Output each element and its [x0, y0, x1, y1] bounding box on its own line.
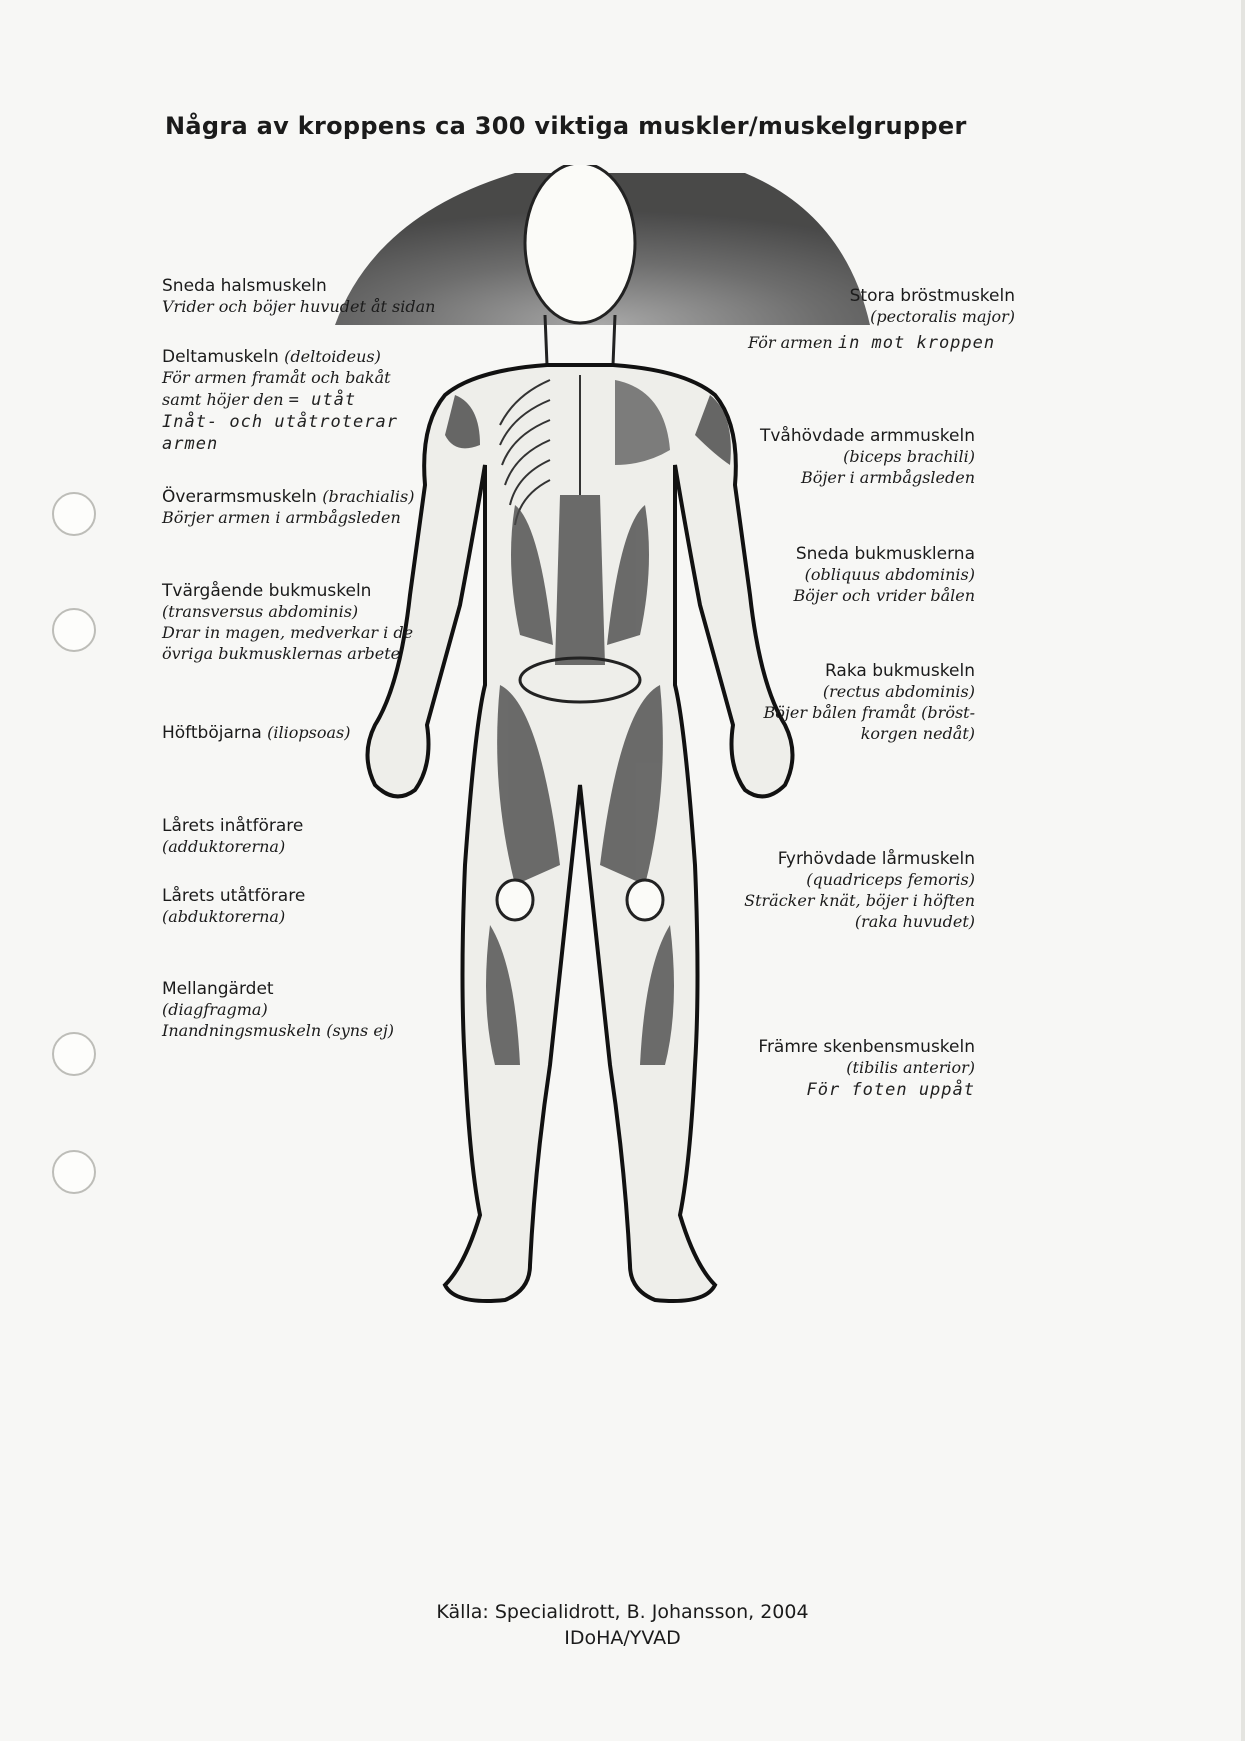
handwritten-note: Inåt- och utåtroterar	[162, 411, 398, 432]
muscle-description: (obliquus abdominis)	[804, 565, 975, 585]
latin-name: (iliopsoas)	[267, 723, 351, 742]
anatomy-figure	[315, 165, 875, 1455]
muscle-name: Lårets inåtförare	[162, 816, 304, 836]
label-stora-brostmuskeln-function	[748, 332, 995, 354]
muscle-description: samt höjer den	[162, 389, 284, 409]
source-citation	[0, 1600, 1245, 1651]
muscle-description: (biceps brachili)	[843, 447, 975, 467]
label-stora-brostmuskeln	[850, 285, 1015, 328]
muscle-description: övriga bukmusklernas arbete	[162, 643, 401, 663]
source-line: IDoHA/YVAD	[564, 1626, 681, 1649]
label-deltamuskeln	[162, 346, 398, 455]
label-larets-inatforare	[162, 815, 303, 858]
muscle-name: Främre skenbensmuskeln	[758, 1037, 975, 1057]
muscle-name: Fyrhövdade lårmuskeln	[777, 849, 975, 869]
punch-hole	[52, 1032, 96, 1076]
label-raka-bukmuskeln	[764, 660, 975, 744]
muscle-description: Sträcker knät, böjer i höften	[744, 890, 975, 910]
label-tvargaende-bukmuskeln	[162, 580, 413, 664]
muscle-name: Mellangärdet	[162, 979, 274, 999]
label-larets-utatforare	[162, 885, 305, 928]
muscle-description: Böjer i armbågsleden	[801, 467, 975, 487]
muscle-description: Drar in magen, medverkar i de	[162, 622, 414, 642]
label-sneda-halsmuskeln	[162, 275, 435, 318]
muscle-name: Raka bukmuskeln	[824, 661, 975, 681]
handwritten-note: in mot kroppen	[837, 333, 996, 353]
label-overarmsmuskeln	[162, 486, 415, 529]
handwritten-note: För foten uppåt	[806, 1079, 975, 1100]
punch-hole	[52, 608, 96, 652]
page-title: Några av kroppens ca 300 viktiga muskler/muskelgrupper	[165, 112, 967, 140]
muscle-description: (abduktorerna)	[162, 907, 286, 927]
muscle-name: Överarmsmuskeln	[162, 487, 317, 507]
muscle-description: (rectus abdominis)	[822, 682, 975, 702]
muscle-name: Tvärgående bukmuskeln	[162, 581, 372, 601]
muscle-description: (raka huvudet)	[854, 911, 975, 931]
muscle-name: Sneda bukmusklerna	[795, 544, 975, 564]
punch-hole	[52, 1150, 96, 1194]
punch-hole	[52, 492, 96, 536]
handwritten-note: = utåt	[288, 389, 357, 410]
muscle-description: (diagfragma)	[162, 1000, 268, 1020]
human-muscle-anatomy-icon	[315, 165, 875, 1455]
label-hoftbojarna	[162, 722, 350, 744]
muscle-name: Deltamuskeln	[162, 347, 279, 367]
muscle-description: (adduktorerna)	[162, 837, 286, 857]
muscle-name: Sneda halsmuskeln	[162, 276, 327, 296]
muscle-description: (quadriceps femoris)	[806, 870, 975, 890]
latin-name: (deltoideus)	[284, 347, 381, 366]
label-framre-skenbensmuskeln	[758, 1036, 975, 1101]
muscle-name: Stora bröstmuskeln	[849, 286, 1015, 306]
handwritten-note: armen	[162, 434, 219, 455]
latin-name: (brachialis)	[322, 487, 415, 506]
source-line: Källa: Specialidrott, B. Johansson, 2004	[436, 1601, 809, 1623]
muscle-description: korgen nedåt)	[860, 723, 975, 743]
label-mellangardet	[162, 978, 394, 1042]
muscle-description: För armen framåt och bakåt	[162, 368, 391, 388]
muscle-description: (pectoralis major)	[870, 307, 1015, 327]
label-sneda-bukmusklerna	[794, 543, 975, 607]
page-edge	[1241, 0, 1245, 1741]
muscle-description: Inandningsmuskeln (syns ej)	[162, 1020, 395, 1040]
label-fyrhovdade-larmuskeln	[744, 848, 975, 932]
muscle-description: Böjer bålen framåt (bröst-	[763, 702, 975, 722]
muscle-description: (tibilis anterior)	[846, 1058, 975, 1078]
muscle-description: Vrider och böjer huvudet åt sidan	[162, 297, 436, 317]
muscle-name: Lårets utåtförare	[162, 886, 306, 906]
muscle-description: Börjer armen i armbågsleden	[162, 508, 401, 528]
muscle-description: (transversus abdominis)	[162, 602, 359, 622]
muscle-name: Tvåhövdade armmuskeln	[759, 426, 975, 446]
muscle-description: För armen	[748, 333, 833, 352]
label-tvahovdade-armmuskeln	[760, 425, 975, 489]
muscle-description: Böjer och vrider bålen	[793, 585, 975, 605]
muscle-name: Höftböjarna	[162, 723, 262, 743]
